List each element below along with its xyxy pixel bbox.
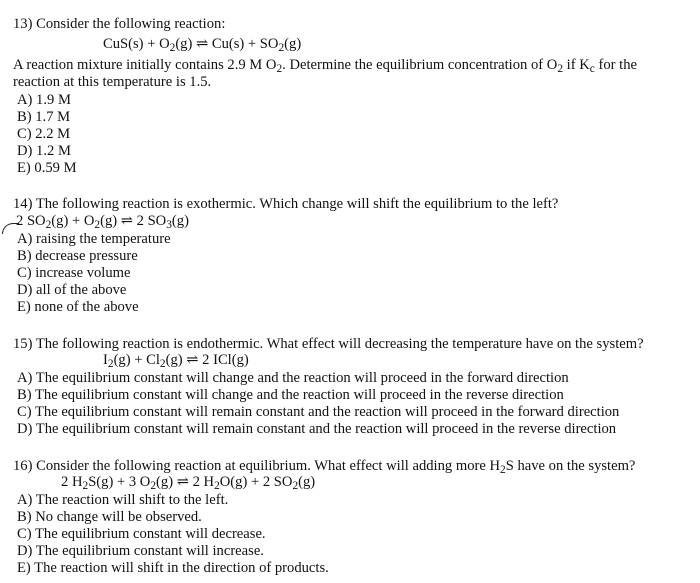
q13-option-e: E) 0.59 M	[17, 160, 77, 176]
q14-option-e: E) none of the above	[17, 299, 139, 315]
q13-option-a: A) 1.9 M	[17, 92, 71, 108]
q16-equation: 2 $H_2S(g) + 3$ $O_2(g)$ ⇌ 2 $H_2O(g) + 2$ $SO_2(g)$	[61, 474, 316, 492]
q14-option-a: A) raising the temperature	[17, 231, 171, 247]
q16-option-c: C) The equilibrium constant will decrease.	[17, 526, 266, 542]
q15-option-d: D) The equilibrium constant will remain constant and the reaction will proceed in the reverse direction	[17, 421, 617, 437]
q13-text-line2: reaction at this temperature is 1.5.	[13, 74, 212, 90]
q14-option-c: C) increase volume	[17, 265, 131, 281]
q15-option-b: B) The equilibrium constant will change and the reaction will proceed in the reverse direction	[17, 387, 564, 403]
q14-option-d: D) all of the above	[17, 282, 127, 298]
q16-prompt: 16) Consider the following reaction at equilibrium. What effect will adding more $H_2S$ have on the system?	[13, 458, 636, 476]
q16-option-d: D) The equilibrium constant will increase.	[17, 543, 264, 559]
q15-option-c: C) The equilibrium constant will remain constant and the reaction will proceed in the forward direction	[17, 404, 620, 420]
q16-option-b: B) No change will be observed.	[17, 509, 202, 525]
q15-prompt: 15) The following reaction is endothermic. What effect will decreasing the temperature have on the system?	[13, 336, 644, 352]
q16-option-e: E) The reaction will shift in the direction of products.	[17, 560, 329, 576]
q14-prompt: 14) The following reaction is exothermic. Which change will shift the equilibrium to the left?	[13, 196, 559, 212]
q13-option-c: C) 2.2 M	[17, 126, 71, 142]
q14-equation: 2 $SO_2(g) + O_2(g)$ ⇌ 2 $SO_3(g)$	[16, 213, 189, 231]
q13-text-line1: A reaction mixture initially contains 2.9 M $O_2$. Determine the equilibrium concentration of $O_2$ if $K_c$ for the	[13, 57, 637, 75]
q13-option-b: B) 1.7 M	[17, 109, 71, 125]
q13-equation: $CuS(s) + O_2(g)$ ⇌ $Cu(s) + SO_2(g)$	[103, 36, 302, 54]
q15-option-a: A) The equilibrium constant will change and the reaction will proceed in the forward direction	[17, 370, 569, 386]
q13-prompt: 13) Consider the following reaction:	[13, 16, 226, 32]
q13-option-d: D) 1.2 M	[17, 143, 71, 159]
q16-option-a: A) The reaction will shift to the left.	[17, 492, 229, 508]
q14-option-b: B) decrease pressure	[17, 248, 138, 264]
q15-equation: $I_2(g) + Cl_2(g)$ ⇌ 2 ICl(g)	[103, 352, 249, 370]
